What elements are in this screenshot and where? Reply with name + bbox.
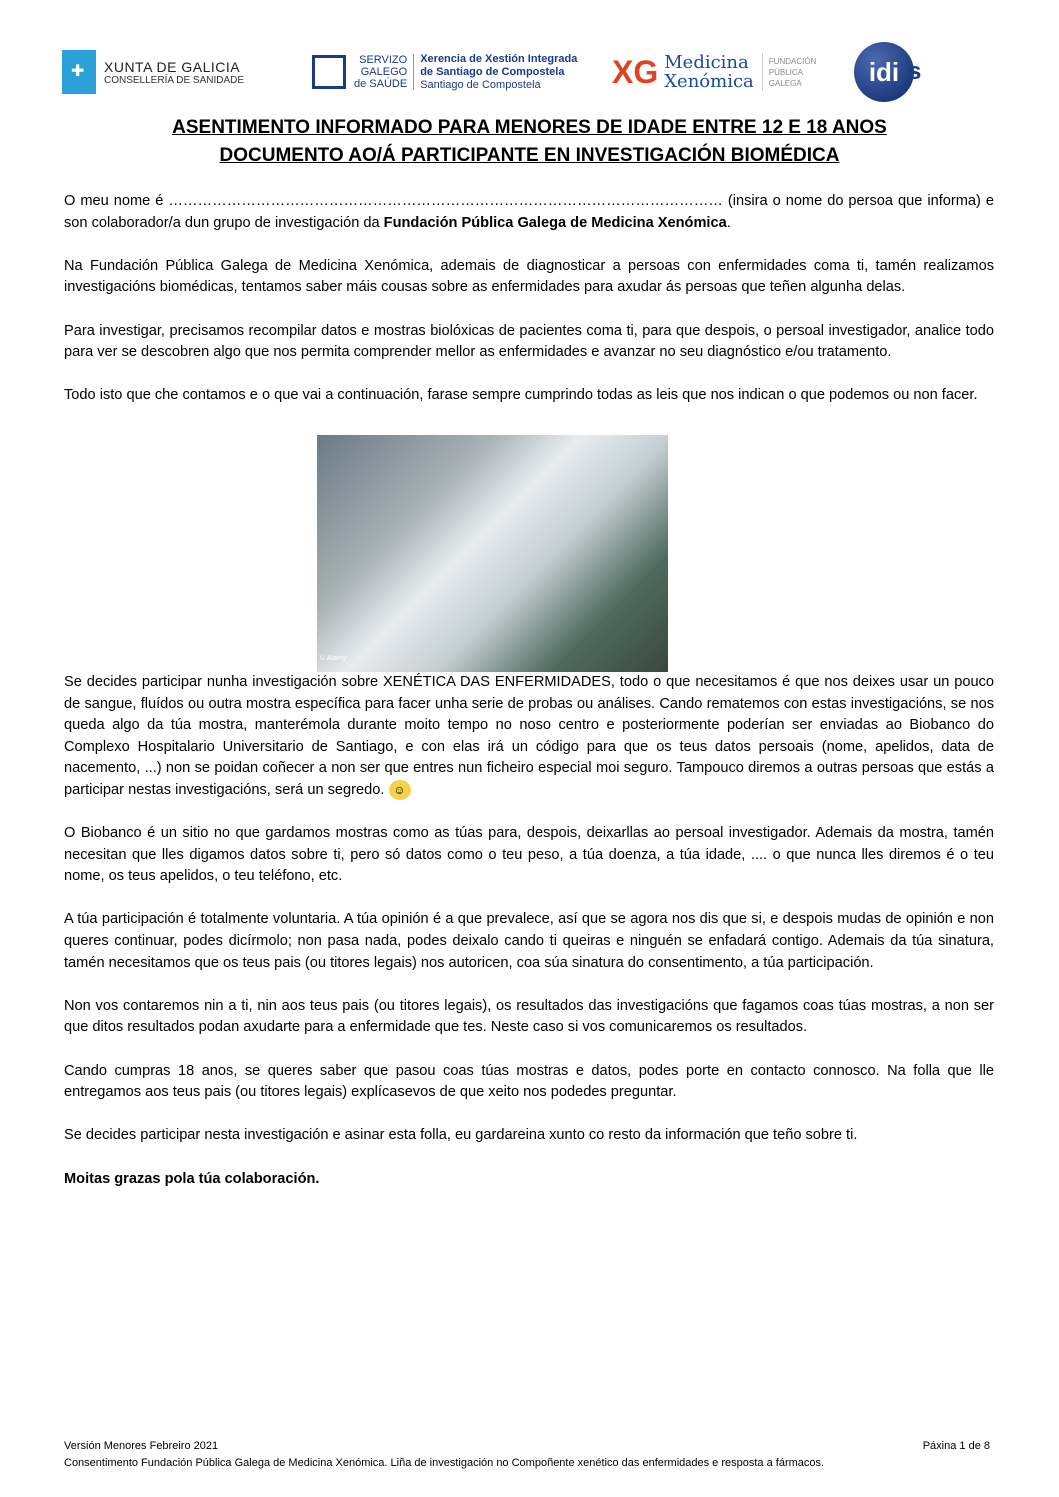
document-title <box>0 114 1059 170</box>
footer-description: Consentimento Fundación Pública Galega de Medicina Xenómica. Liña de investigación no Compoñente xenético das enfermidades e resposta a fármacos. <box>64 1457 825 1469</box>
intro-end: . <box>726 214 731 231</box>
medicina-xenomica-logo <box>612 44 816 100</box>
closing-thanks: Moitas grazas pola túa colaboración. <box>64 1170 320 1187</box>
sergas-cross-icon <box>312 55 346 89</box>
xerencia-text: Santiago de Compostela <box>420 78 541 91</box>
xg-icon: XG <box>612 53 659 90</box>
header-logos <box>62 44 942 104</box>
paragraph: A túa participación é totalmente voluntaria. A túa opinión é a que prevalece, así que se agora nos dis que si, e despois mudas de opinión e non queres continuar, podes dicírmolo; non pasa nada, podes deixalo cando ti queiras e ninguén se enfadará contigo. Ademais da túa sinatura, tamén necesitamos que os teus pais (ou titores legais) nos autoricen, coa súa sinatura do consentimento, a túa participación. <box>64 911 994 971</box>
xerencia-text: de Santiago de Compostela <box>420 65 565 78</box>
sergas-text: de SAÚDE <box>354 78 408 90</box>
title-line-1: ASENTIMENTO INFORMADO PARA MENORES DE IDADE ENTRE 12 E 18 ANOS <box>172 117 887 138</box>
intro-text: O meu nome é …………………………………………………………………………………………………… (insira o nome do persoa que informa) e son colaborador/a dun grupo de investigación da <box>64 193 994 231</box>
paragraph <box>64 672 994 802</box>
xunta-dept: CONSELLERÍA DE SANIDADE <box>104 74 245 86</box>
foundation-name: Fundación Pública Galega de Medicina Xenómica <box>383 214 727 231</box>
lab-students-photo <box>317 435 668 672</box>
paragraph-intro <box>64 191 994 234</box>
paragraph: Para investigar, precisamos recompilar datos e mostras biolóxicas de pacientes coma ti, para que despois, o persoal investigador, analice todo para ver se descobren algo que nos permita comprender mellor as enfermidades e avanzar no seu diagnóstico e/ou tratamento. <box>64 322 994 361</box>
paragraph: Na Fundación Pública Galega de Medicina Xenómica, ademais de diagnosticar a persoas con enfermidades coma ti, tamén realizamos investigacións biomédicas, tentamos saber máis cousas sobre as enfermidades para axudar ás persoas que teñen algunha delas. <box>64 257 994 296</box>
idis-logo: idi s <box>854 44 921 100</box>
title-line-2: DOCUMENTO AO/Á PARTICIPANTE EN INVESTIGACIÓN BIOMÉDICA <box>219 145 840 166</box>
fundacion-text: FUNDACIÓN <box>768 56 817 66</box>
paragraph: O Biobanco é un sitio no que gardamos mostras como as túas para, despois, deixarllas ao persoal investigador. Ademais da mostra, tamén necesitan que lles digamos datos sobre ti, pero só datos como o teu peso, a túa doenza, a túa idade, .... o que nunca lles diremos é o teu nome, os teus apelidos, o teu teléfono, etc. <box>64 825 994 885</box>
fundacion-text: GALEGA <box>768 78 802 88</box>
xerencia-text: Xerencia de Xestión Integrada <box>420 52 578 65</box>
xunta-name: XUNTA DE GALICIA <box>104 58 241 75</box>
medicina-text: Medicina <box>664 52 749 73</box>
sergas-logo <box>312 44 577 100</box>
paragraph: Se decides participar nesta investigación e asinar esta folla, eu gardareina xunto co resto da información que teño sobre ti. <box>64 1127 858 1144</box>
page-footer <box>64 1438 990 1472</box>
document-body <box>64 191 994 1212</box>
paragraph: Non vos contaremos nin a ti, nin aos teus pais (ou titores legais), os resultados das investigacións que fagamos coas túas mostras, a non ser que ditos resultados podan axudarte para a enfermidade que tes. Neste caso si vos comunicaremos os resultados. <box>64 997 994 1036</box>
sergas-text: SERVIZO <box>359 54 408 66</box>
medicina-text: Xenómica <box>664 71 754 92</box>
paragraph: Todo isto que che contamos e o que vai a continuación, farase sempre cumprindo todas as leis que nos indican o que podemos ou non facer. <box>64 387 978 404</box>
paragraph-text: Se decides participar nunha investigación sobre XENÉTICA DAS ENFERMIDADES, todo o que necesitamos é que nos deixes usar un pouco de sangue, fluídos ou outra mostra específica para facer unha serie de probas ou análises. Cando rematemos con estas investigacións, se nos queda algo da túa mostra, manterémola durante moito tempo no noso centro e posteriormente poderían ser enviadas ao Biobanco do Complexo Hospitalario Universitario de Santiago, e con elas irá un código para que os teus datos persoais (nome, apelidos, data de nacemento, ...) non se poidan coñecer a non ser que entres nun ficheiro especial moi seguro. Tampouco diremos a outras persoas que estás a participar nestas investigacións, será un segredo. <box>64 673 994 798</box>
galicia-shield-icon <box>62 50 96 94</box>
paragraph: Cando cumpras 18 anos, se queres saber que pasou coas túas mostras e datos, podes porte en contacto connosco. Na folla que lle entregamos aos teus pais (ou titores legais) explícasevos de que xeito nos podedes preguntar. <box>64 1062 994 1101</box>
xunta-logo <box>62 44 244 100</box>
fundacion-text: PÚBLICA <box>768 67 804 77</box>
sergas-text: GALEGO <box>360 66 408 78</box>
photo-credit: © Alamy <box>320 655 347 663</box>
version-label: Versión Menores Febreiro 2021 <box>64 1440 219 1452</box>
page-number: Páxina 1 de 8 <box>922 1440 990 1452</box>
smiley-icon: ☺ <box>389 780 411 800</box>
